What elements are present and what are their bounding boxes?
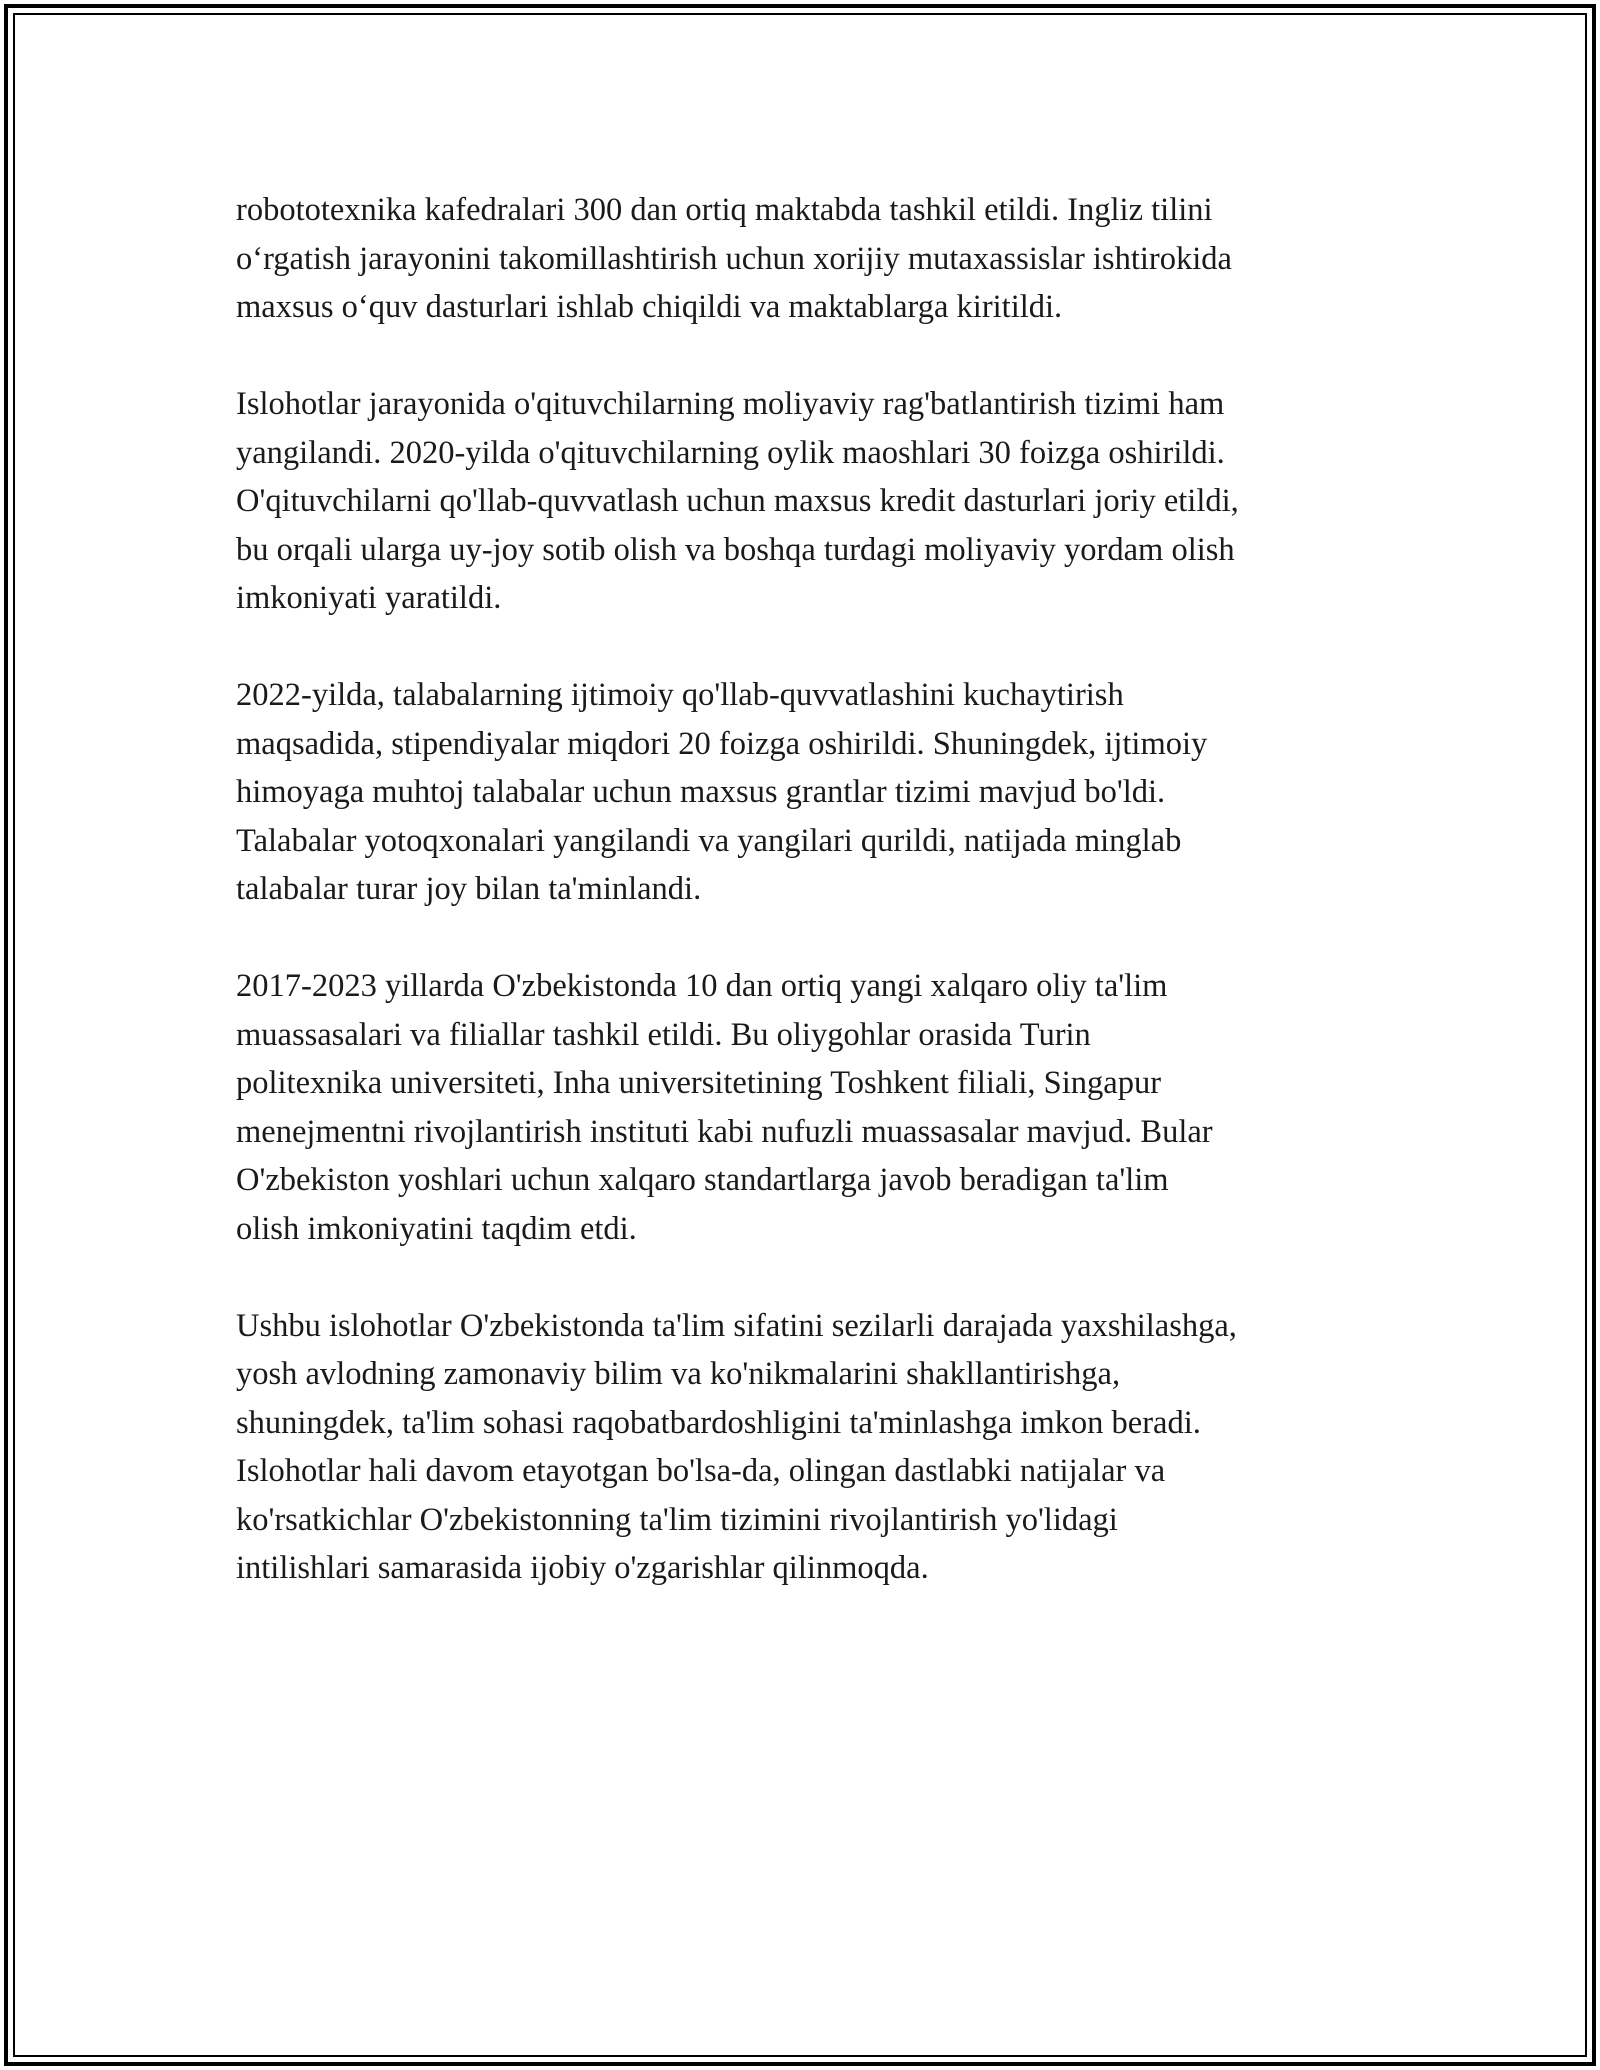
paragraph-teacher-incentives: Islohotlar jarayonida o'qituvchilarning moliyaviy rag'batlantirish tizimi ham yangilandi. 2020-yilda o'qituvchilarning oylik maoshlari 30 foizga oshirildi. O'qituvchilarni qo'llab-quvvatlash uchun maxsus kredit dasturlari joriy etildi, bu orqali ularga uy-joy sotib olish va boshqa turdagi moliyaviy yordam olish imkoniyati yaratildi.	[236, 386, 1239, 616]
paragraph-international-universities: 2017-2023 yillarda O'zbekistonda 10 dan ortiq yangi xalqaro oliy ta'lim muassasalari va filiallar tashkil etildi. Bu oliygohlar orasida Turin politexnika universiteti, Inha universitetining Toshkent filiali, Singapur menejmentni rivojlantirish instituti kabi nufuzli muassasalar mavjud. Bular O'zbekiston yoshlari uchun xalqaro standartlarga javob beradigan ta'lim olish imkoniyatini taqdim etdi.	[236, 968, 1213, 1247]
paragraph-reform-conclusion: Ushbu islohotlar O'zbekistonda ta'lim sifatini sezilarli darajada yaxshilashga, yosh avlodning zamonaviy bilim va ko'nikmalarini shakllantirishga, shuningdek, ta'lim sohasi raqobatbardoshligini ta'minlashga imkon beradi. Islohotlar hali davom etayotgan bo'lsa-da, olingan dastlabki natijalar va ko'rsatkichlar O'zbekistonning ta'lim tizimini rivojlantirish yo'lidagi intilishlari samarasida ijobiy o'zgarishlar qilinmoqda.	[236, 1307, 1237, 1586]
paragraph-robotics-english: robototexnika kafedralari 300 dan ortiq maktabda tashkil etildi. Ingliz tilini o‘rgatish jarayonini takomillashtirish uchun xorijiy mutaxassislar ishtirokida maxsus o‘quv dasturlari ishlab chiqildi va maktablarga kiritildi.	[236, 192, 1232, 325]
document-body	[236, 186, 1376, 1641]
paragraph-student-support: 2022-yilda, talabalarning ijtimoiy qo'llab-quvvatlashini kuchaytirish maqsadida, stipendiyalar miqdori 20 foizga oshirildi. Shuningdek, ijtimoiy himoyaga muhtoj talabalar uchun maxsus grantlar tizimi mavjud bo'ldi. Talabalar yotoqxonalari yangilandi va yangilari qurildi, natijada minglab talabalar turar joy bilan ta'minlandi.	[236, 677, 1208, 907]
